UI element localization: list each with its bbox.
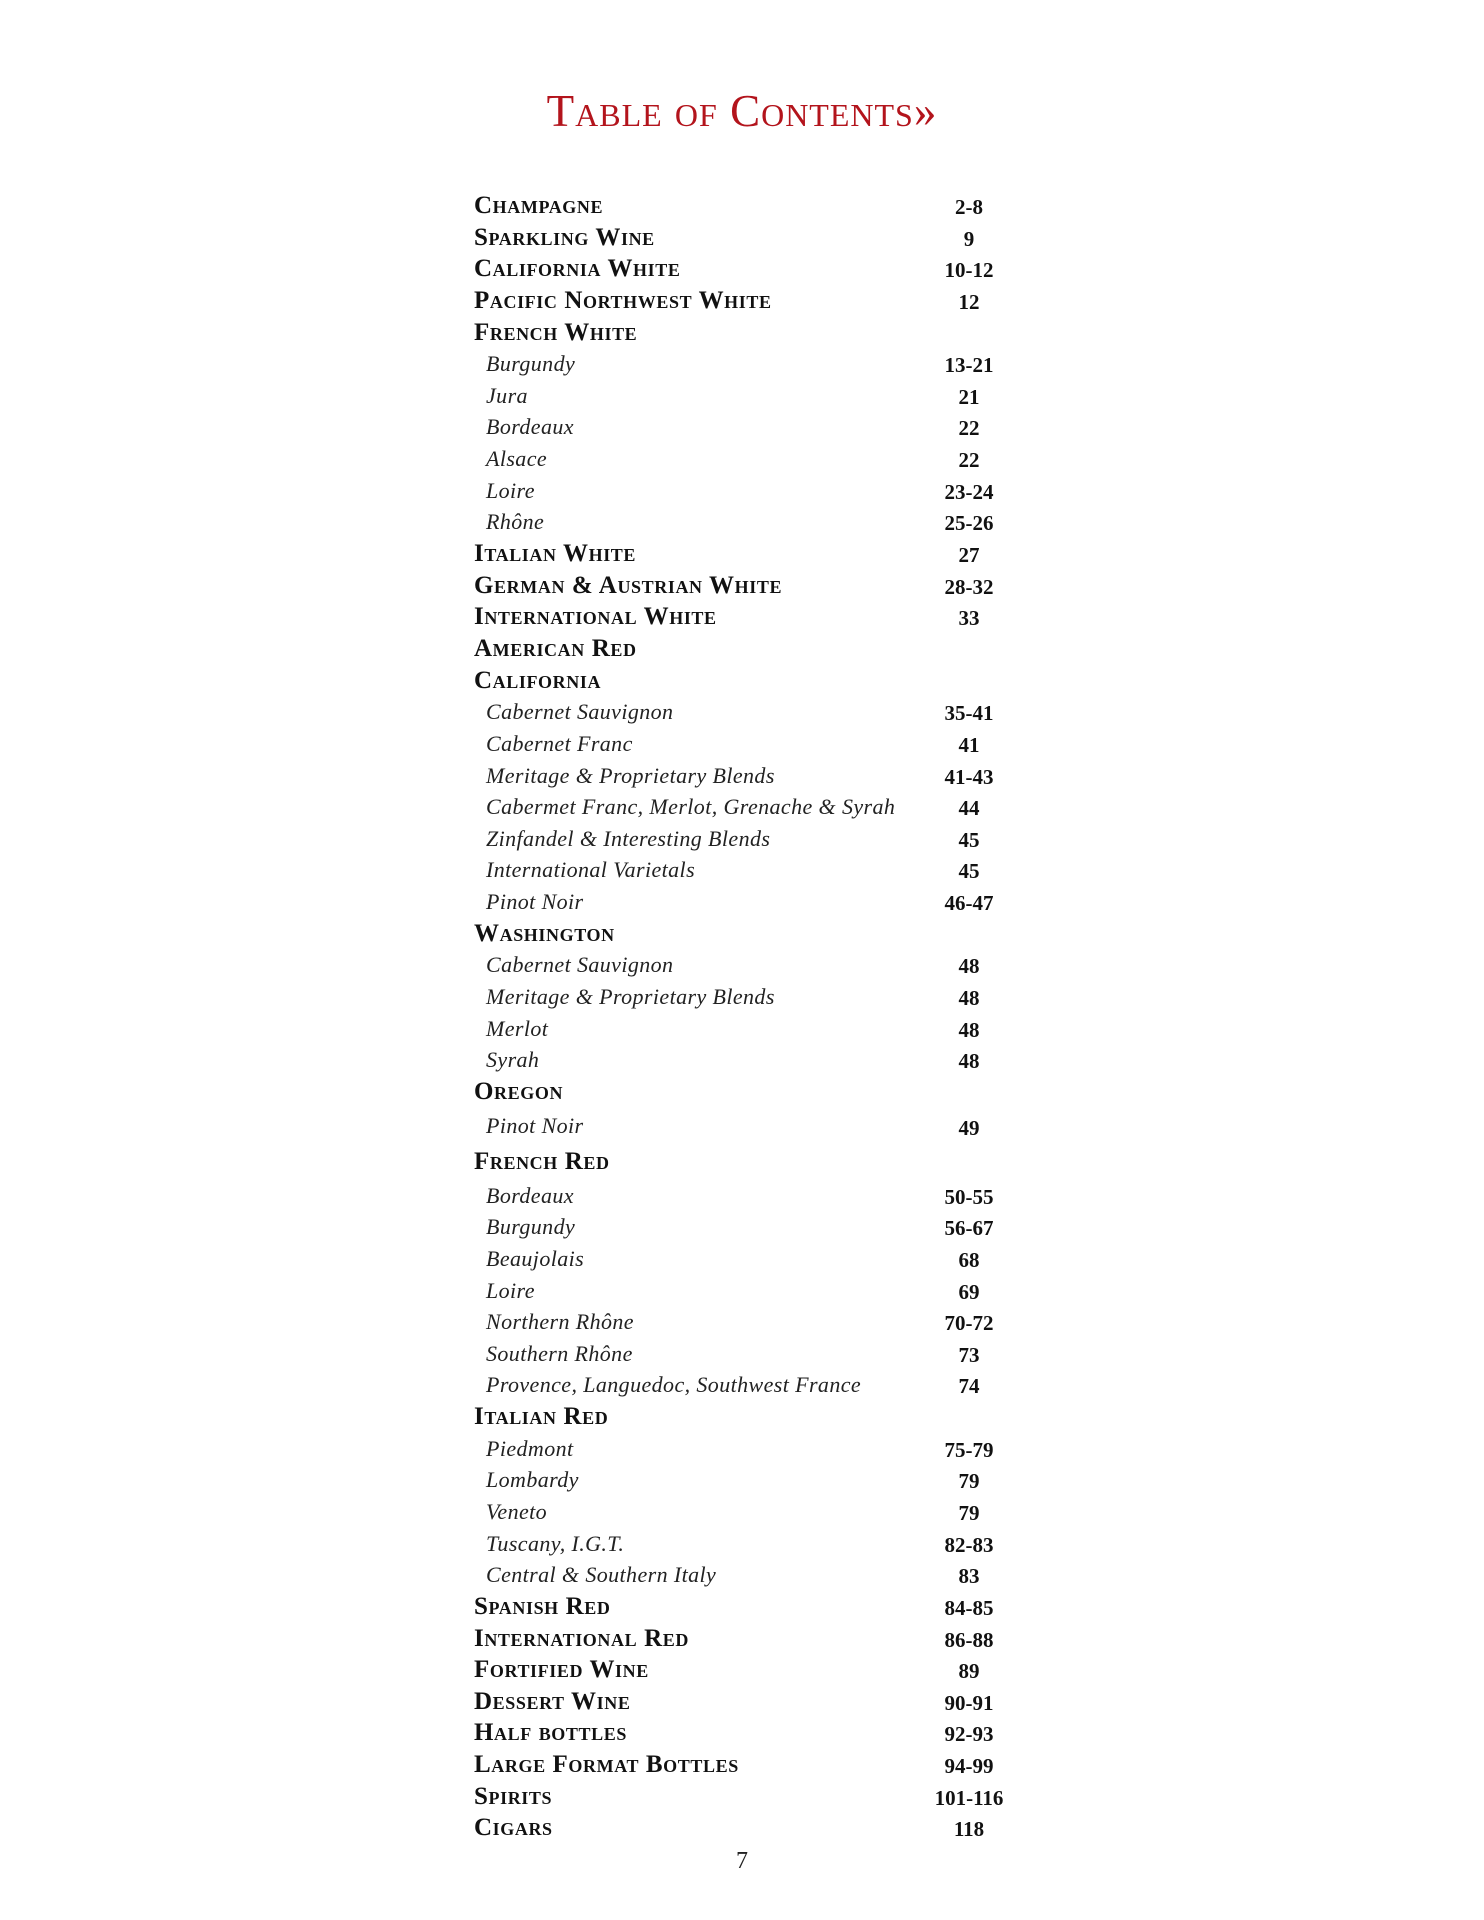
toc-entry-page: 45 [958,827,980,852]
toc-entry-page: 101-116 [934,1785,1004,1810]
toc-entry-label: Loire [486,1277,535,1303]
toc-entry-label: Meritage & Proprietary Blends [486,762,775,788]
toc-subsection [474,1013,1034,1045]
toc-entry-label: Jura [486,382,528,408]
toc-entry-page: 46-47 [944,891,994,916]
toc-entry-page: 82-83 [944,1532,994,1557]
toc-entry-page: 79 [958,1469,980,1494]
toc-entry-page: 44 [958,796,980,821]
toc-entry-page: 89 [958,1659,980,1684]
toc-entry-label: Spirits [474,1782,553,1810]
toc-subsection [474,1433,1034,1465]
toc-subsection [474,886,1034,918]
toc-entry-page: 25-26 [944,511,994,536]
toc-entry-page: 118 [953,1817,985,1842]
toc-entry-label: American Red [474,634,637,662]
toc-entry-label: Burgundy [486,1214,576,1240]
toc-subsection [474,506,1034,538]
toc-section [474,285,1034,317]
toc-entry-label: French White [474,318,638,346]
toc-subsection [474,1211,1034,1243]
toc-subsection [474,475,1034,507]
toc-entry-label: Dessert Wine [474,1687,631,1715]
toc-subsection [474,1243,1034,1275]
toc-subsection [474,1338,1034,1370]
toc-section [474,1781,1034,1813]
toc-subsection [474,1275,1034,1307]
toc-entry-page: 50-55 [944,1184,994,1209]
toc-entry-page: 94-99 [944,1754,994,1779]
toc-entry-page: 23-24 [944,479,994,504]
toc-subsection [474,1108,1034,1144]
toc-subsection [474,348,1034,380]
toc-entry-label: Veneto [486,1498,548,1524]
toc-subsection [474,728,1034,760]
toc-subsection [474,380,1034,412]
toc-entry-page: 92-93 [944,1722,994,1747]
toc-entry-label: Tuscany, I.G.T. [486,1530,625,1556]
toc-subsection [474,981,1034,1013]
toc-entry-label: Meritage & Proprietary Blends [486,984,775,1010]
toc-entry-label: Piedmont [486,1435,574,1461]
toc-entry-label: Alsace [486,446,548,472]
toc-section [474,633,1034,665]
toc-entry-label: Pinot Noir [486,889,584,915]
toc-entry-page: 33 [958,606,980,631]
toc-entry-page: 10-12 [944,258,994,283]
toc-section [474,317,1034,349]
toc-entry-page: 48 [958,1017,980,1042]
toc-entry-label: Champagne [474,192,604,219]
page-number: 7 [736,1848,748,1874]
toc-entry-label: Merlot [486,1015,549,1041]
toc-entry-label: Cabernet Sauvignon [486,699,674,725]
toc-entry-label: Southern Rhône [486,1340,633,1366]
toc-entry-page: 9 [963,226,975,251]
toc-entry-page: 49 [958,1115,980,1140]
toc-entry-page: 73 [958,1342,980,1367]
toc-entry-label: Oregon [474,1077,564,1105]
toc-entry-label: Fortified Wine [474,1656,649,1684]
toc-entry-label: Cabermet Franc, Merlot, Grenache & Syrah [486,794,896,820]
toc-entry-label: Loire [486,477,535,503]
toc-entry-page: 79 [958,1500,980,1525]
toc-subsection [474,1528,1034,1560]
toc-entry-label: Zinfandel & Interesting Blends [486,825,771,851]
toc-section [474,1717,1034,1749]
toc-entry-label: Cabernet Franc [486,730,633,756]
toc-entry-page: 75-79 [944,1437,994,1462]
toc-entry-page: 28-32 [944,574,994,599]
table-of-contents [474,190,1034,1844]
toc-entry-page: 21 [958,384,980,409]
toc-entry-page: 48 [958,954,980,979]
toc-entry-label: Washington [474,919,615,947]
toc-entry-page: 41-43 [944,764,994,789]
toc-subsection [474,949,1034,981]
toc-subsection [474,1369,1034,1401]
toc-entry-label: Rhône [486,509,545,535]
toc-entry-label: California [474,666,602,694]
toc-entry-page: 48 [958,1049,980,1074]
toc-section [474,1812,1034,1844]
page-title: Table of Contents» [546,86,938,136]
toc-entry-page: 70-72 [944,1311,994,1336]
toc-entry-label: Half bottles [474,1719,627,1747]
toc-section [474,1654,1034,1686]
toc-entry-page: 48 [958,986,980,1011]
toc-entry-page: 27 [958,543,980,568]
toc-entry-page: 68 [958,1247,980,1272]
toc-section [474,601,1034,633]
toc-subsection [474,1180,1034,1212]
toc-entry-label: Spanish Red [474,1592,611,1620]
toc-subsection [474,791,1034,823]
toc-entry-label: German & Austrian White [474,571,783,599]
toc-entry-label: Lombardy [486,1467,579,1493]
toc-section [474,1686,1034,1718]
toc-entry-page: 41 [958,732,980,757]
toc-section [474,190,1034,222]
toc-section [474,253,1034,285]
toc-section [474,918,1034,950]
toc-subsection [474,823,1034,855]
toc-subsection [474,696,1034,728]
toc-subsection [474,854,1034,886]
toc-subsection [474,1559,1034,1591]
toc-entry-page: 45 [958,859,980,884]
toc-entry-page: 56-67 [944,1216,994,1241]
toc-entry-label: Pacific Northwest White [474,286,772,314]
toc-subsection [474,1306,1034,1338]
toc-section [474,222,1034,254]
toc-entry-label: Large Format Bottles [474,1751,739,1779]
toc-section [474,1623,1034,1655]
toc-entry-label: California White [474,255,681,283]
toc-section [474,570,1034,602]
toc-entry-page: 69 [958,1279,980,1304]
toc-section [474,1401,1034,1433]
toc-subsection [474,1044,1034,1076]
toc-subsection [474,1464,1034,1496]
toc-section [474,1591,1034,1623]
toc-entry-page: 2-8 [955,195,983,219]
toc-subsection [474,760,1034,792]
toc-entry-label: Syrah [486,1047,540,1073]
toc-entry-page: 35-41 [944,701,994,726]
toc-entry-label: International Varietals [486,857,696,883]
toc-entry-page: 74 [958,1374,980,1399]
toc-entry-label: Beaujolais [486,1245,585,1271]
toc-entry-page: 22 [958,416,980,441]
toc-entry-label: Burgundy [486,351,576,377]
toc-section [474,1144,1034,1180]
toc-entry-label: French Red [474,1147,610,1175]
toc-entry-label: Cigars [474,1814,553,1842]
toc-section [474,1076,1034,1108]
toc-entry-label: Italian Red [474,1403,609,1431]
toc-entry-page: 83 [958,1564,980,1589]
toc-entry-page: 90-91 [944,1690,994,1715]
toc-entry-label: Pinot Noir [486,1112,584,1138]
toc-entry-label: Bordeaux [486,1182,574,1208]
toc-entry-label: Bordeaux [486,414,574,440]
toc-entry-label: Central & Southern Italy [486,1562,717,1588]
toc-subsection [474,443,1034,475]
toc-entry-page: 22 [958,448,980,473]
toc-entry-label: Italian White [474,540,637,568]
toc-entry-label: International White [474,603,717,631]
toc-entry-page: 12 [958,289,980,314]
toc-entry-page: 84-85 [944,1595,994,1620]
toc-entry-label: Northern Rhône [486,1309,634,1335]
toc-subsection [474,1496,1034,1528]
toc-entry-page: 13-21 [944,353,994,378]
toc-section [474,538,1034,570]
toc-entry-page: 86-88 [944,1627,994,1652]
toc-section [474,1749,1034,1781]
toc-entry-label: Cabernet Sauvignon [486,952,674,978]
toc-entry-label: Provence, Languedoc, Southwest France [486,1372,862,1398]
toc-entry-label: Sparkling Wine [474,223,655,251]
toc-entry-label: International Red [474,1624,689,1652]
toc-section [474,665,1034,697]
toc-subsection [474,411,1034,443]
